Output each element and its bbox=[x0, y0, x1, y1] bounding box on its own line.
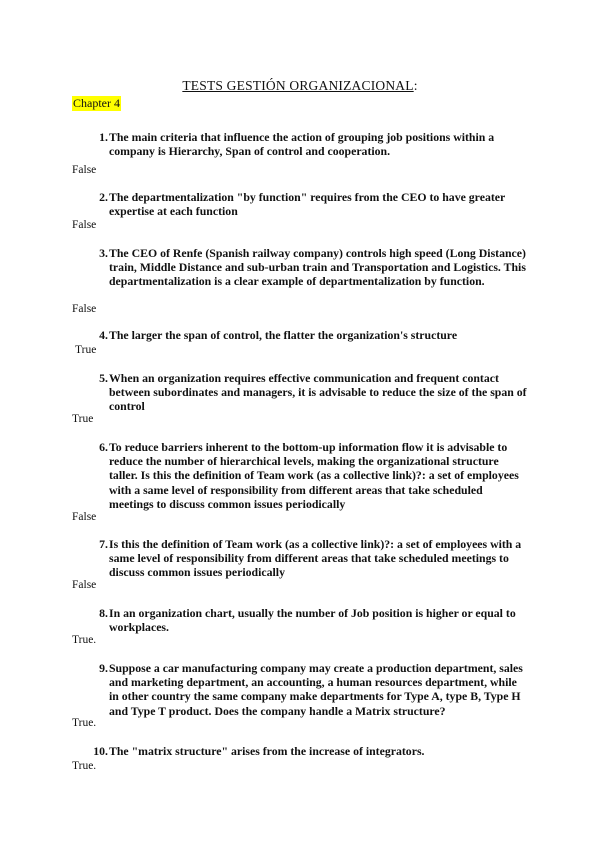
question-10 bbox=[88, 744, 528, 758]
question-number: 3. bbox=[99, 246, 108, 260]
question-6 bbox=[88, 440, 528, 511]
question-number: 6. bbox=[99, 440, 108, 454]
question-7 bbox=[88, 537, 528, 580]
chapter-heading: Chapter 4 bbox=[73, 96, 120, 110]
question-text: Is this the definition of Team work (as a collective link)?: a set of employees with a same level of responsibility from different areas that take scheduled meetings to discuss common issues periodically bbox=[109, 537, 522, 580]
question-2 bbox=[88, 190, 528, 218]
question-number: 1. bbox=[99, 130, 108, 144]
question-8 bbox=[88, 606, 528, 634]
question-number: 4. bbox=[99, 328, 108, 342]
question-text: The larger the span of control, the flatter the organization's structure bbox=[109, 328, 458, 342]
answer-6: False bbox=[72, 511, 97, 523]
question-4 bbox=[88, 328, 528, 342]
answer-5: True bbox=[72, 413, 94, 425]
answer-8: True. bbox=[72, 634, 97, 646]
question-3 bbox=[88, 246, 528, 289]
answer-3: False bbox=[72, 303, 97, 315]
question-number: 9. bbox=[99, 661, 108, 675]
title-colon: : bbox=[413, 78, 418, 93]
question-number: 5. bbox=[99, 371, 108, 385]
question-number: 2. bbox=[99, 190, 108, 204]
answer-10: True. bbox=[72, 760, 97, 772]
answer-1: False bbox=[72, 164, 97, 176]
question-text: The "matrix structure" arises from the increase of integrators. bbox=[109, 744, 425, 758]
question-5 bbox=[88, 371, 528, 414]
answer-2: False bbox=[72, 219, 97, 231]
question-text: The departmentalization "by function" requires from the CEO to have greater expertise at each function bbox=[109, 190, 506, 219]
question-text: In an organization chart, usually the number of Job position is higher or equal to workplaces. bbox=[109, 606, 516, 635]
answer-9: True. bbox=[72, 717, 97, 729]
title-text: TESTS GESTIÓN ORGANIZACIONAL bbox=[182, 78, 414, 93]
question-text: The main criteria that influence the action of grouping job positions within a company is Hierarchy, Span of control and cooperation. bbox=[109, 130, 495, 159]
question-text: To reduce barriers inherent to the bottom-up information flow it is advisable to reduce the number of hierarchical levels, making the organizational structure taller. Is this the definition of Team work (as a collective link)?: a set of employees with a same level of responsibility from different areas that take scheduled meetings to discuss common issues periodically bbox=[109, 440, 519, 511]
question-9 bbox=[88, 661, 528, 718]
question-number: 10. bbox=[93, 744, 108, 758]
page-title bbox=[0, 78, 600, 94]
answer-4: True bbox=[75, 344, 97, 356]
question-text: When an organization requires effective communication and frequent contact between subordinates and managers, it is advisable to reduce the size of the span of control bbox=[109, 371, 527, 414]
question-1 bbox=[88, 130, 528, 158]
question-text: The CEO of Renfe (Spanish railway company) controls high speed (Long Distance) train, Middle Distance and sub-urban train and Transportation and Logistics. This departmentalization is a clear example of departmentalization by function. bbox=[109, 246, 526, 289]
answer-7: False bbox=[72, 579, 97, 591]
question-number: 8. bbox=[99, 606, 108, 620]
question-text: Suppose a car manufacturing company may create a production department, sales and marketing department, an accounting, a human resources department, while in other country the same company make departments for Type A, type B, Type H and Type T product. Does the company handle a Matrix structure? bbox=[109, 661, 523, 718]
question-number: 7. bbox=[99, 537, 108, 551]
